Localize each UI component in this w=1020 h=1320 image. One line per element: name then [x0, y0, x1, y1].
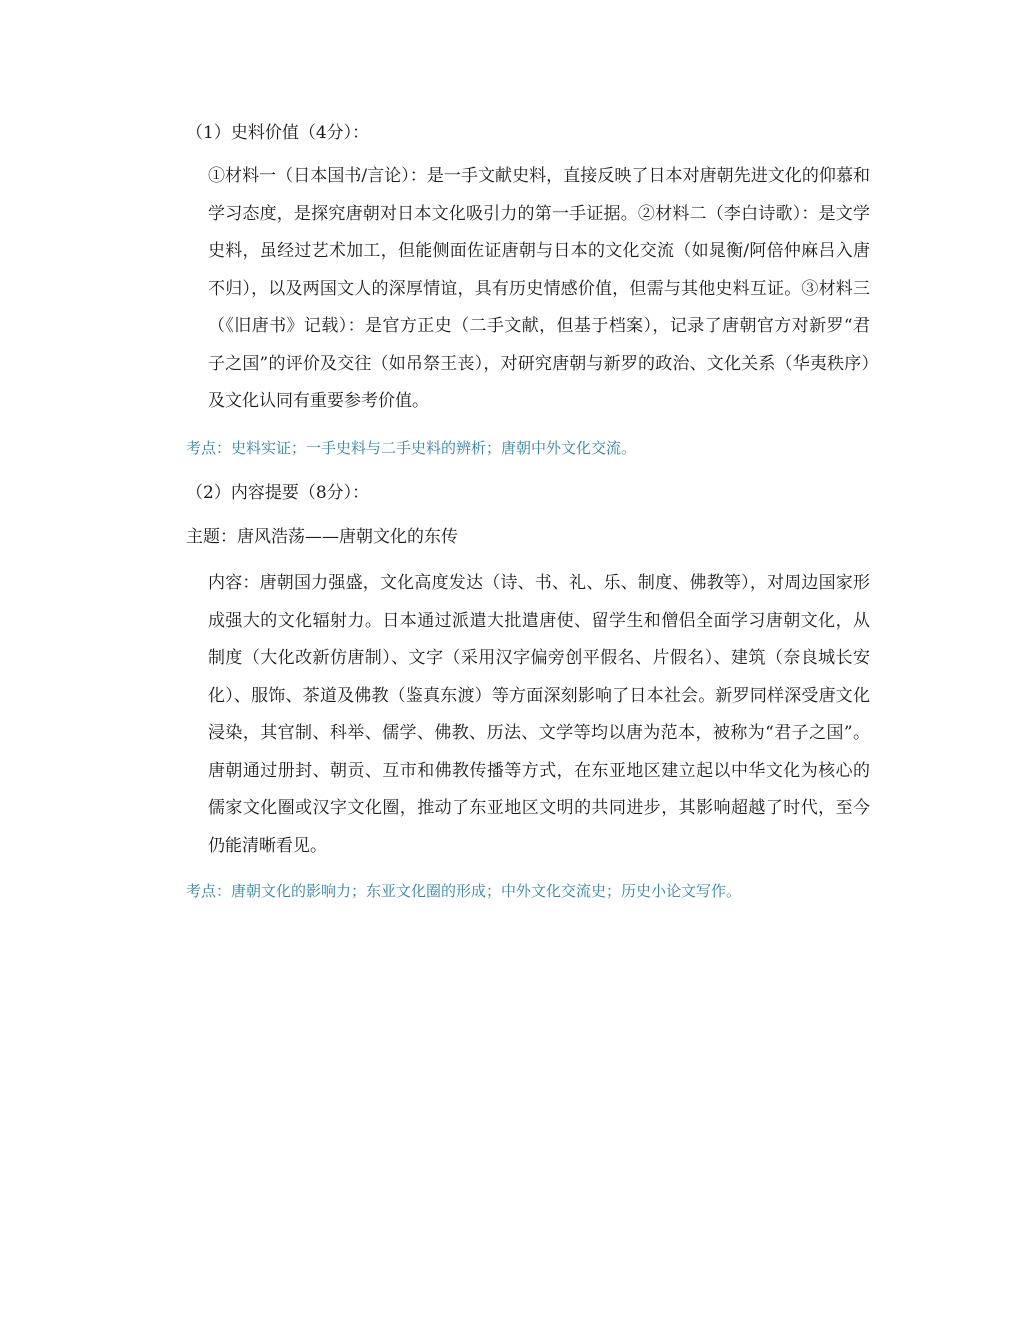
section1-kaodian: 考点：史料实证；一手史料与二手史料的辨析；唐朝中外文化交流。: [186, 439, 637, 457]
section2-body: 内容：唐朝国力强盛，文化高度发达（诗、书、礼、乐、制度、佛教等），对周边国家形成强大的文化辐射力。日本通过派遣大批遣唐使、留学生和僧侣全面学习唐朝文化，从制度（大化改新仿唐制）、文字（采用汉字偏旁创平假名、片假名）、建筑（奈良城长安化）、服饰、茶道及佛教（鉴真东渡）等方面深刻影响了日本社会。新罗同样深受唐文化浸染，其官制、科举、儒学、佛教、历法、文学等均以唐为范本，被称为“君子之国”。唐朝通过册封、朝贡、互市和佛教传播等方式，在东亚地区建立起以中华文化为核心的儒家文化圈或汉字文化圈，推动了东亚地区文明的共同进步，其影响超越了时代，至今仍能清晰看见。: [208, 573, 870, 856]
section1-body: ①材料一（日本国书/言论）：是一手文献史料，直接反映了日本对唐朝先进文化的仰慕和学习态度，是探究唐朝对日本文化吸引力的第一手证据。②材料二（李白诗歌）：是文学史料，虽经过艺术加工，但能侧面佐证唐朝与日本的文化交流（如晁衡/阿倍仲麻吕入唐不归），以及两国文人的深厚情谊，具有历史情感价值，但需与其他史料互证。③材料三（《旧唐书》记载）：是官方正史（二手文献，但基于档案），记录了唐朝官方对新罗“君子之国”的评价及交往（如吊祭王丧），对研究唐朝与新罗的政治、文化关系（华夷秩序）及文化认同有重要参考价值。: [208, 166, 870, 411]
section1-heading: （1）史料价值（4分）：: [186, 123, 370, 143]
section2-theme: 主题：唐风浩荡——唐朝文化的东传: [186, 527, 458, 547]
section2-kaodian: 考点：唐朝文化的影响力；东亚文化圈的形成；中外文化交流史；历史小论文写作。: [186, 882, 742, 900]
section2-heading: （2）内容提要（8分）：: [186, 483, 370, 503]
